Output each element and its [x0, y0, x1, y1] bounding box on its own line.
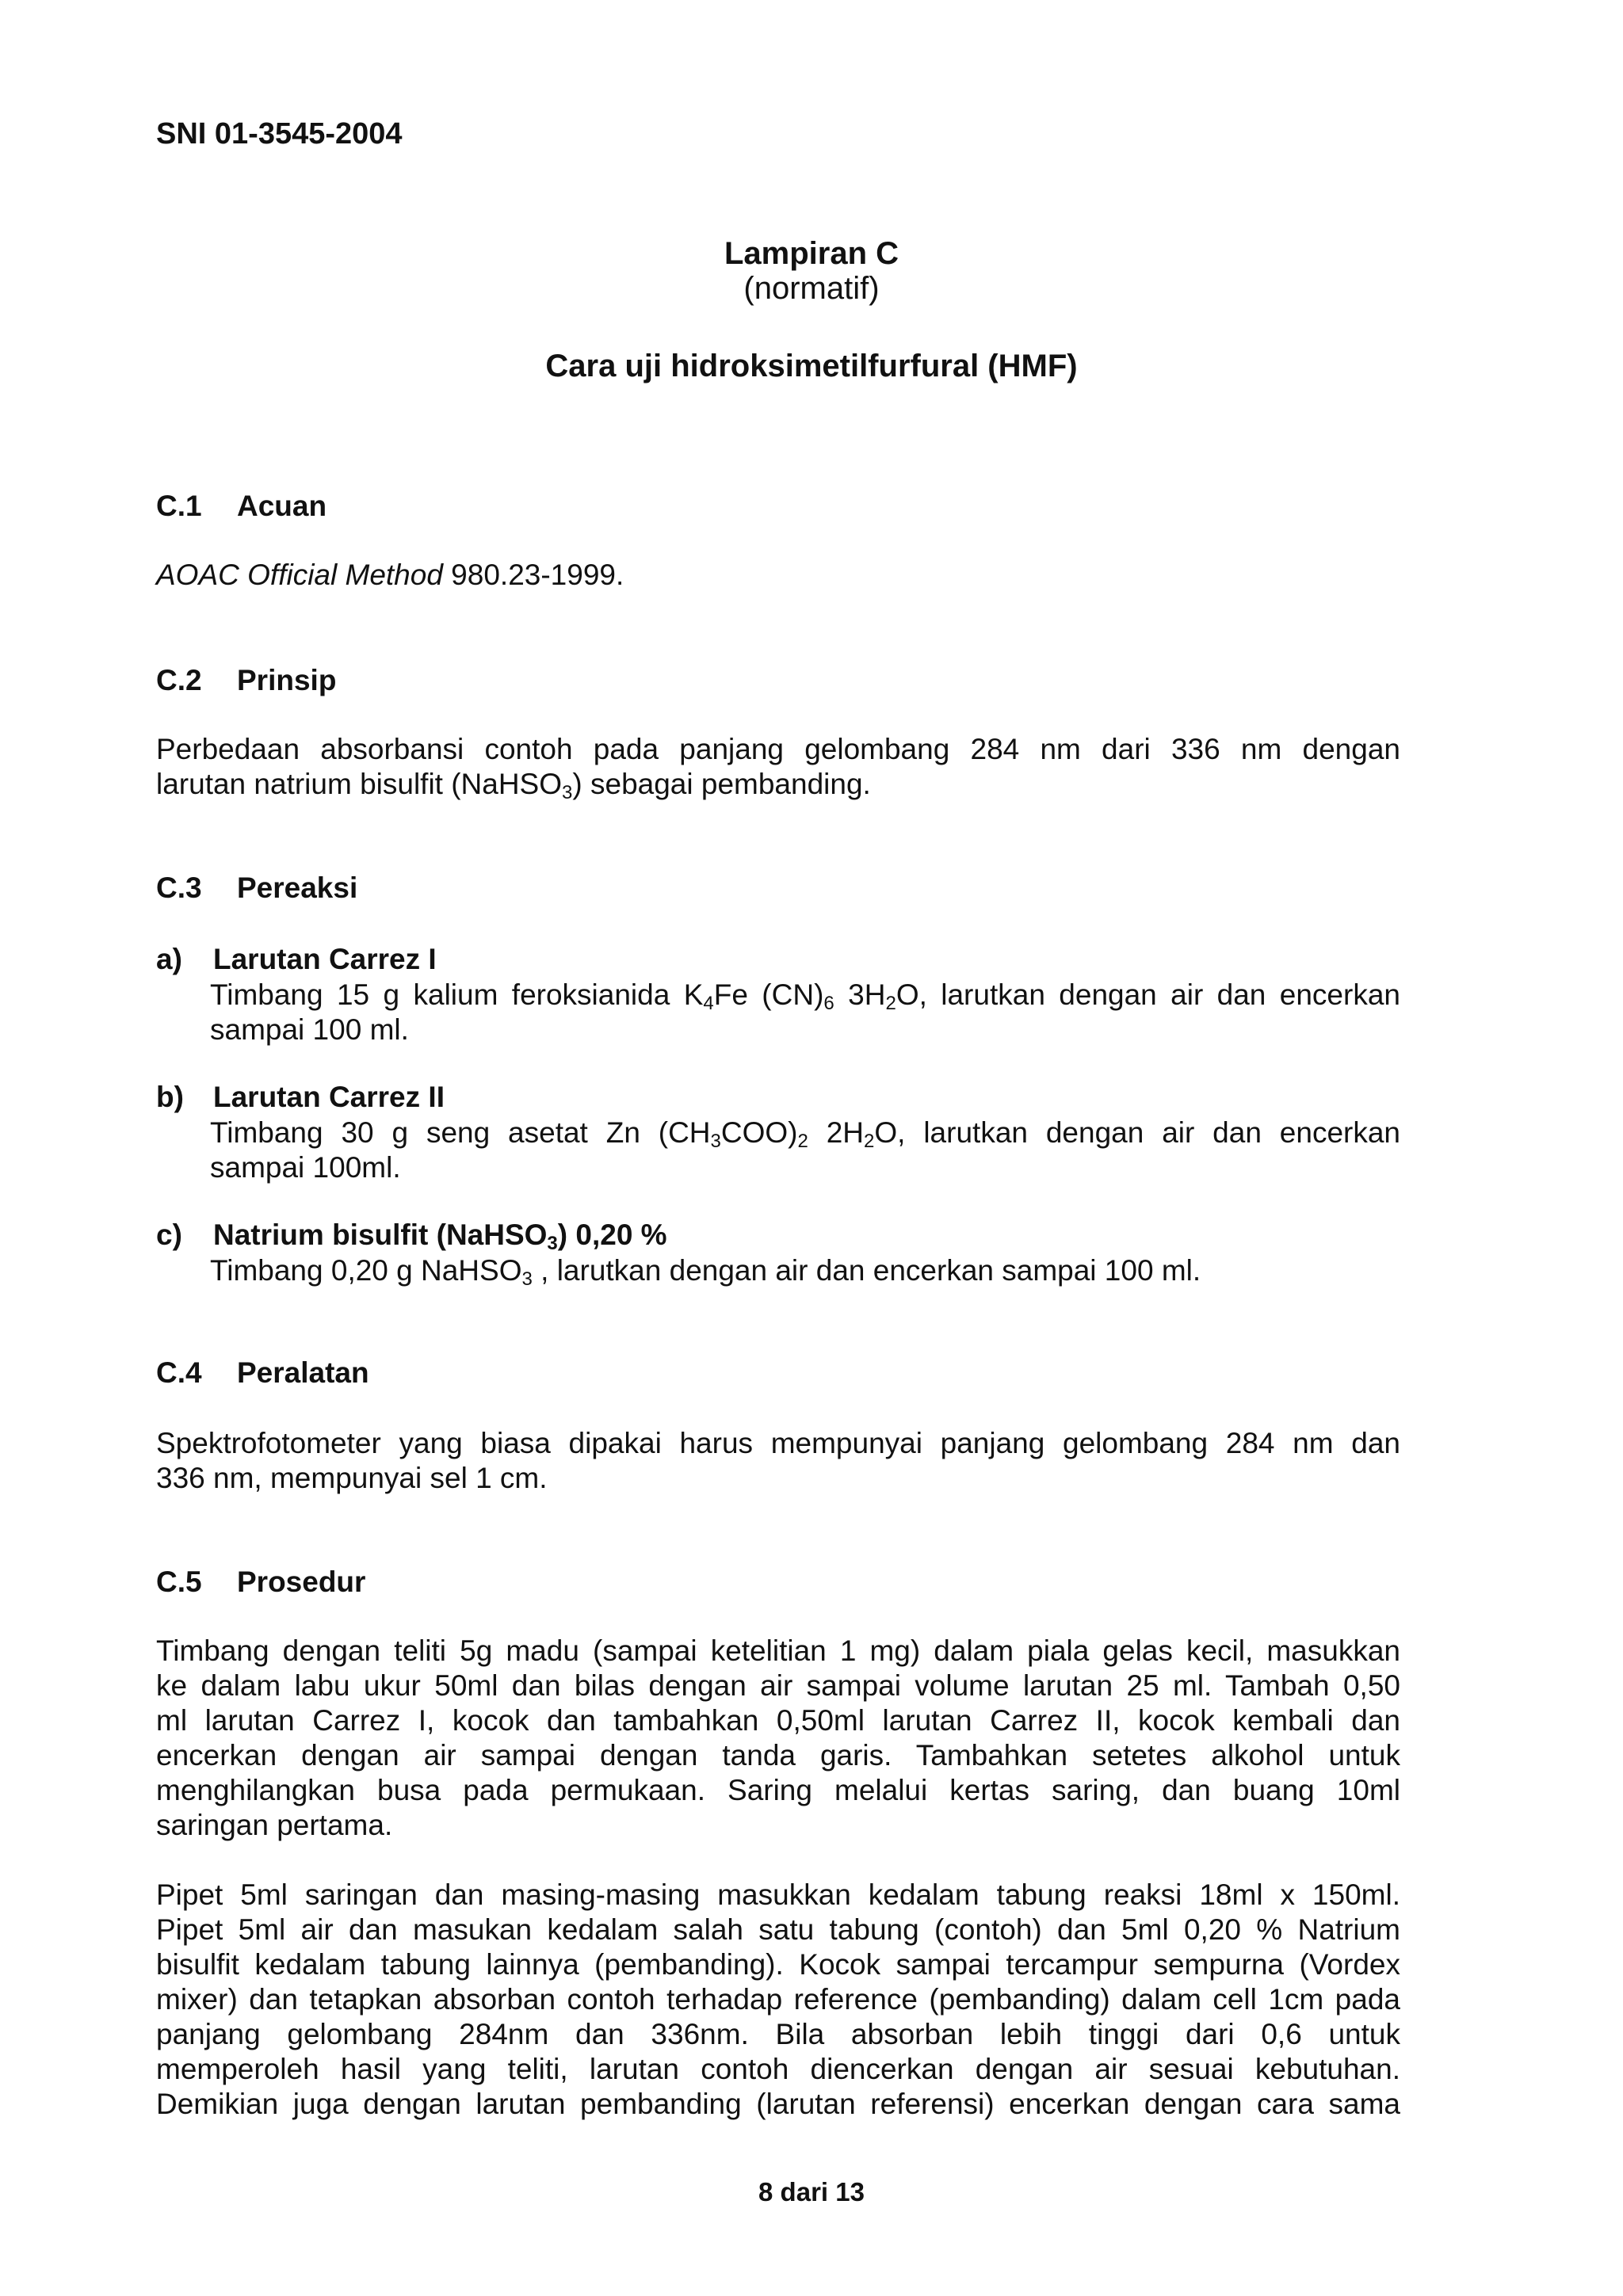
paragraph-line: menghilangkan busa pada permukaan. Saring melalui kertas saring, dan buang 10ml [156, 1774, 1400, 1806]
procedure-paragraph-1 [156, 1634, 1400, 1843]
section-number: C.3 [156, 871, 202, 904]
subscript: 3 [521, 1268, 533, 1290]
text-run: Timbang 0,20 g NaHSO [210, 1254, 522, 1287]
section-heading-c1 [156, 490, 327, 523]
reagent-heading-c [156, 1219, 667, 1252]
section-heading-c5 [156, 1566, 365, 1599]
reagent-heading-a [156, 943, 437, 976]
item-label: c) [156, 1219, 182, 1251]
subscript: 2 [885, 993, 896, 1014]
procedure-paragraph-2 [156, 1878, 1400, 2122]
paragraph-line: Timbang dengan teliti 5g madu (sampai ketelitian 1 mg) dalam piala gelas kecil, masukkan [156, 1634, 1400, 1667]
reagent-a-line-2: sampai 100 ml. [210, 1013, 409, 1046]
principle-line-1: Perbedaan absorbansi contoh pada panjang gelombang 284 nm dari 336 nm dengan [156, 733, 1400, 765]
paragraph-line: encerkan dengan air sampai dengan tanda garis. Tambahkan setetes alkohol untuk [156, 1739, 1400, 1772]
section-heading-c2 [156, 664, 336, 697]
paragraph-line: ml larutan Carrez I, kocok dan tambahkan 0,50ml larutan Carrez II, kocok kembali dan [156, 1704, 1400, 1737]
paragraph-line: Pipet 5ml saringan dan masing-masing masukkan kedalam tabung reaksi 18ml x 150ml. [156, 1878, 1400, 1911]
paragraph-line: Pipet 5ml air dan masukan kedalam salah satu tabung (contoh) dan 5ml 0,20 % Natrium [156, 1913, 1400, 1946]
subscript: 2 [864, 1131, 875, 1152]
section-number: C.2 [156, 664, 202, 696]
item-title: Larutan Carrez I [213, 943, 437, 975]
text-run: Fe (CN) [713, 978, 824, 1011]
method-title: Cara uji hidroksimetilfurfural (HMF) [545, 349, 1078, 383]
subscript: 6 [823, 993, 834, 1014]
section-number: C.1 [156, 490, 202, 522]
section-title: Acuan [237, 490, 327, 522]
item-title: Natrium bisulfit (NaHSO [213, 1219, 548, 1251]
section-heading-c3 [156, 871, 357, 905]
appendix-kind: (normatif) [743, 271, 880, 306]
subscript: 2 [797, 1131, 808, 1152]
section-number: C.5 [156, 1566, 202, 1598]
text-run: ) sebagai pembanding. [572, 768, 871, 800]
text-run: O, larutkan dengan air dan encerkan [896, 978, 1400, 1011]
paragraph-line: Demikian juga dengan larutan pembanding (larutan referensi) encerkan dengan cara sama [156, 2088, 1400, 2120]
appendix-title: Lampiran C [724, 236, 899, 271]
text-run: O, larutkan dengan air dan encerkan [874, 1116, 1400, 1149]
section-title: Prosedur [237, 1566, 366, 1598]
reference-text [156, 558, 1400, 593]
principle-line-2 [156, 767, 1400, 802]
item-label: b) [156, 1081, 184, 1113]
paragraph-line: ke dalam labu ukur 50ml dan bilas dengan air sampai volume larutan 25 ml. Tambah 0,50 [156, 1669, 1400, 1702]
item-label: a) [156, 943, 182, 975]
section-number: C.4 [156, 1356, 202, 1389]
text-run: 2H [808, 1116, 865, 1149]
equipment-line-2: 336 nm, mempunyai sel 1 cm. [156, 1462, 548, 1494]
text-run: Timbang 30 g seng asetat Zn (CH [210, 1116, 711, 1149]
section-title: Pereaksi [237, 871, 358, 904]
subscript: 3 [562, 782, 573, 803]
paragraph-line: bisulfit kedalam tabung lainnya (pembanding). Kocok sampai tercampur sempurna (Vordex [156, 1948, 1400, 1981]
section-heading-c4 [156, 1356, 369, 1390]
paragraph-line: mixer) dan tetapkan absorban contoh terhadap reference (pembanding) dalam cell 1cm pada [156, 1983, 1400, 2016]
text-run: larutan natrium bisulfit (NaHSO [156, 768, 563, 800]
text-run: COO) [720, 1116, 798, 1149]
reagent-b-line-1 [210, 1116, 1400, 1150]
text-run: 3H [834, 978, 886, 1011]
text-run: Timbang 15 g kalium feroksianida K [210, 978, 704, 1011]
paragraph-line: memperoleh hasil yang teliti, larutan contoh diencerkan dengan air sesuai kebutuhan. [156, 2053, 1400, 2085]
reagent-heading-b [156, 1081, 445, 1114]
reference-italic: AOAC Official Method [156, 559, 443, 591]
section-title: Peralatan [237, 1356, 369, 1389]
reagent-a-line-1 [210, 978, 1400, 1013]
reference-number: 980.23-1999. [442, 559, 624, 591]
text-run: , larutkan dengan air dan encerkan sampai 100 ml. [532, 1254, 1201, 1287]
reagent-b-line-2: sampai 100ml. [210, 1151, 401, 1184]
paragraph-line: panjang gelombang 284nm dan 336nm. Bila absorban lebih tinggi dari 0,6 untuk [156, 2018, 1400, 2050]
equipment-line-1: Spektrofotometer yang biasa dipakai harus mempunyai panjang gelombang 284 nm dan [156, 1427, 1400, 1459]
subscript: 4 [703, 993, 714, 1014]
subscript: 3 [710, 1131, 721, 1152]
subscript: 3 [547, 1233, 558, 1254]
section-title: Prinsip [237, 664, 337, 696]
reagent-c-line-1 [210, 1253, 1400, 1288]
item-title-rest: ) 0,20 % [557, 1219, 667, 1251]
document-id: SNI 01-3545-2004 [156, 117, 403, 151]
paragraph-line: saringan pertama. [156, 1809, 393, 1841]
item-title: Larutan Carrez II [213, 1081, 445, 1113]
page-number: 8 dari 13 [758, 2177, 865, 2206]
